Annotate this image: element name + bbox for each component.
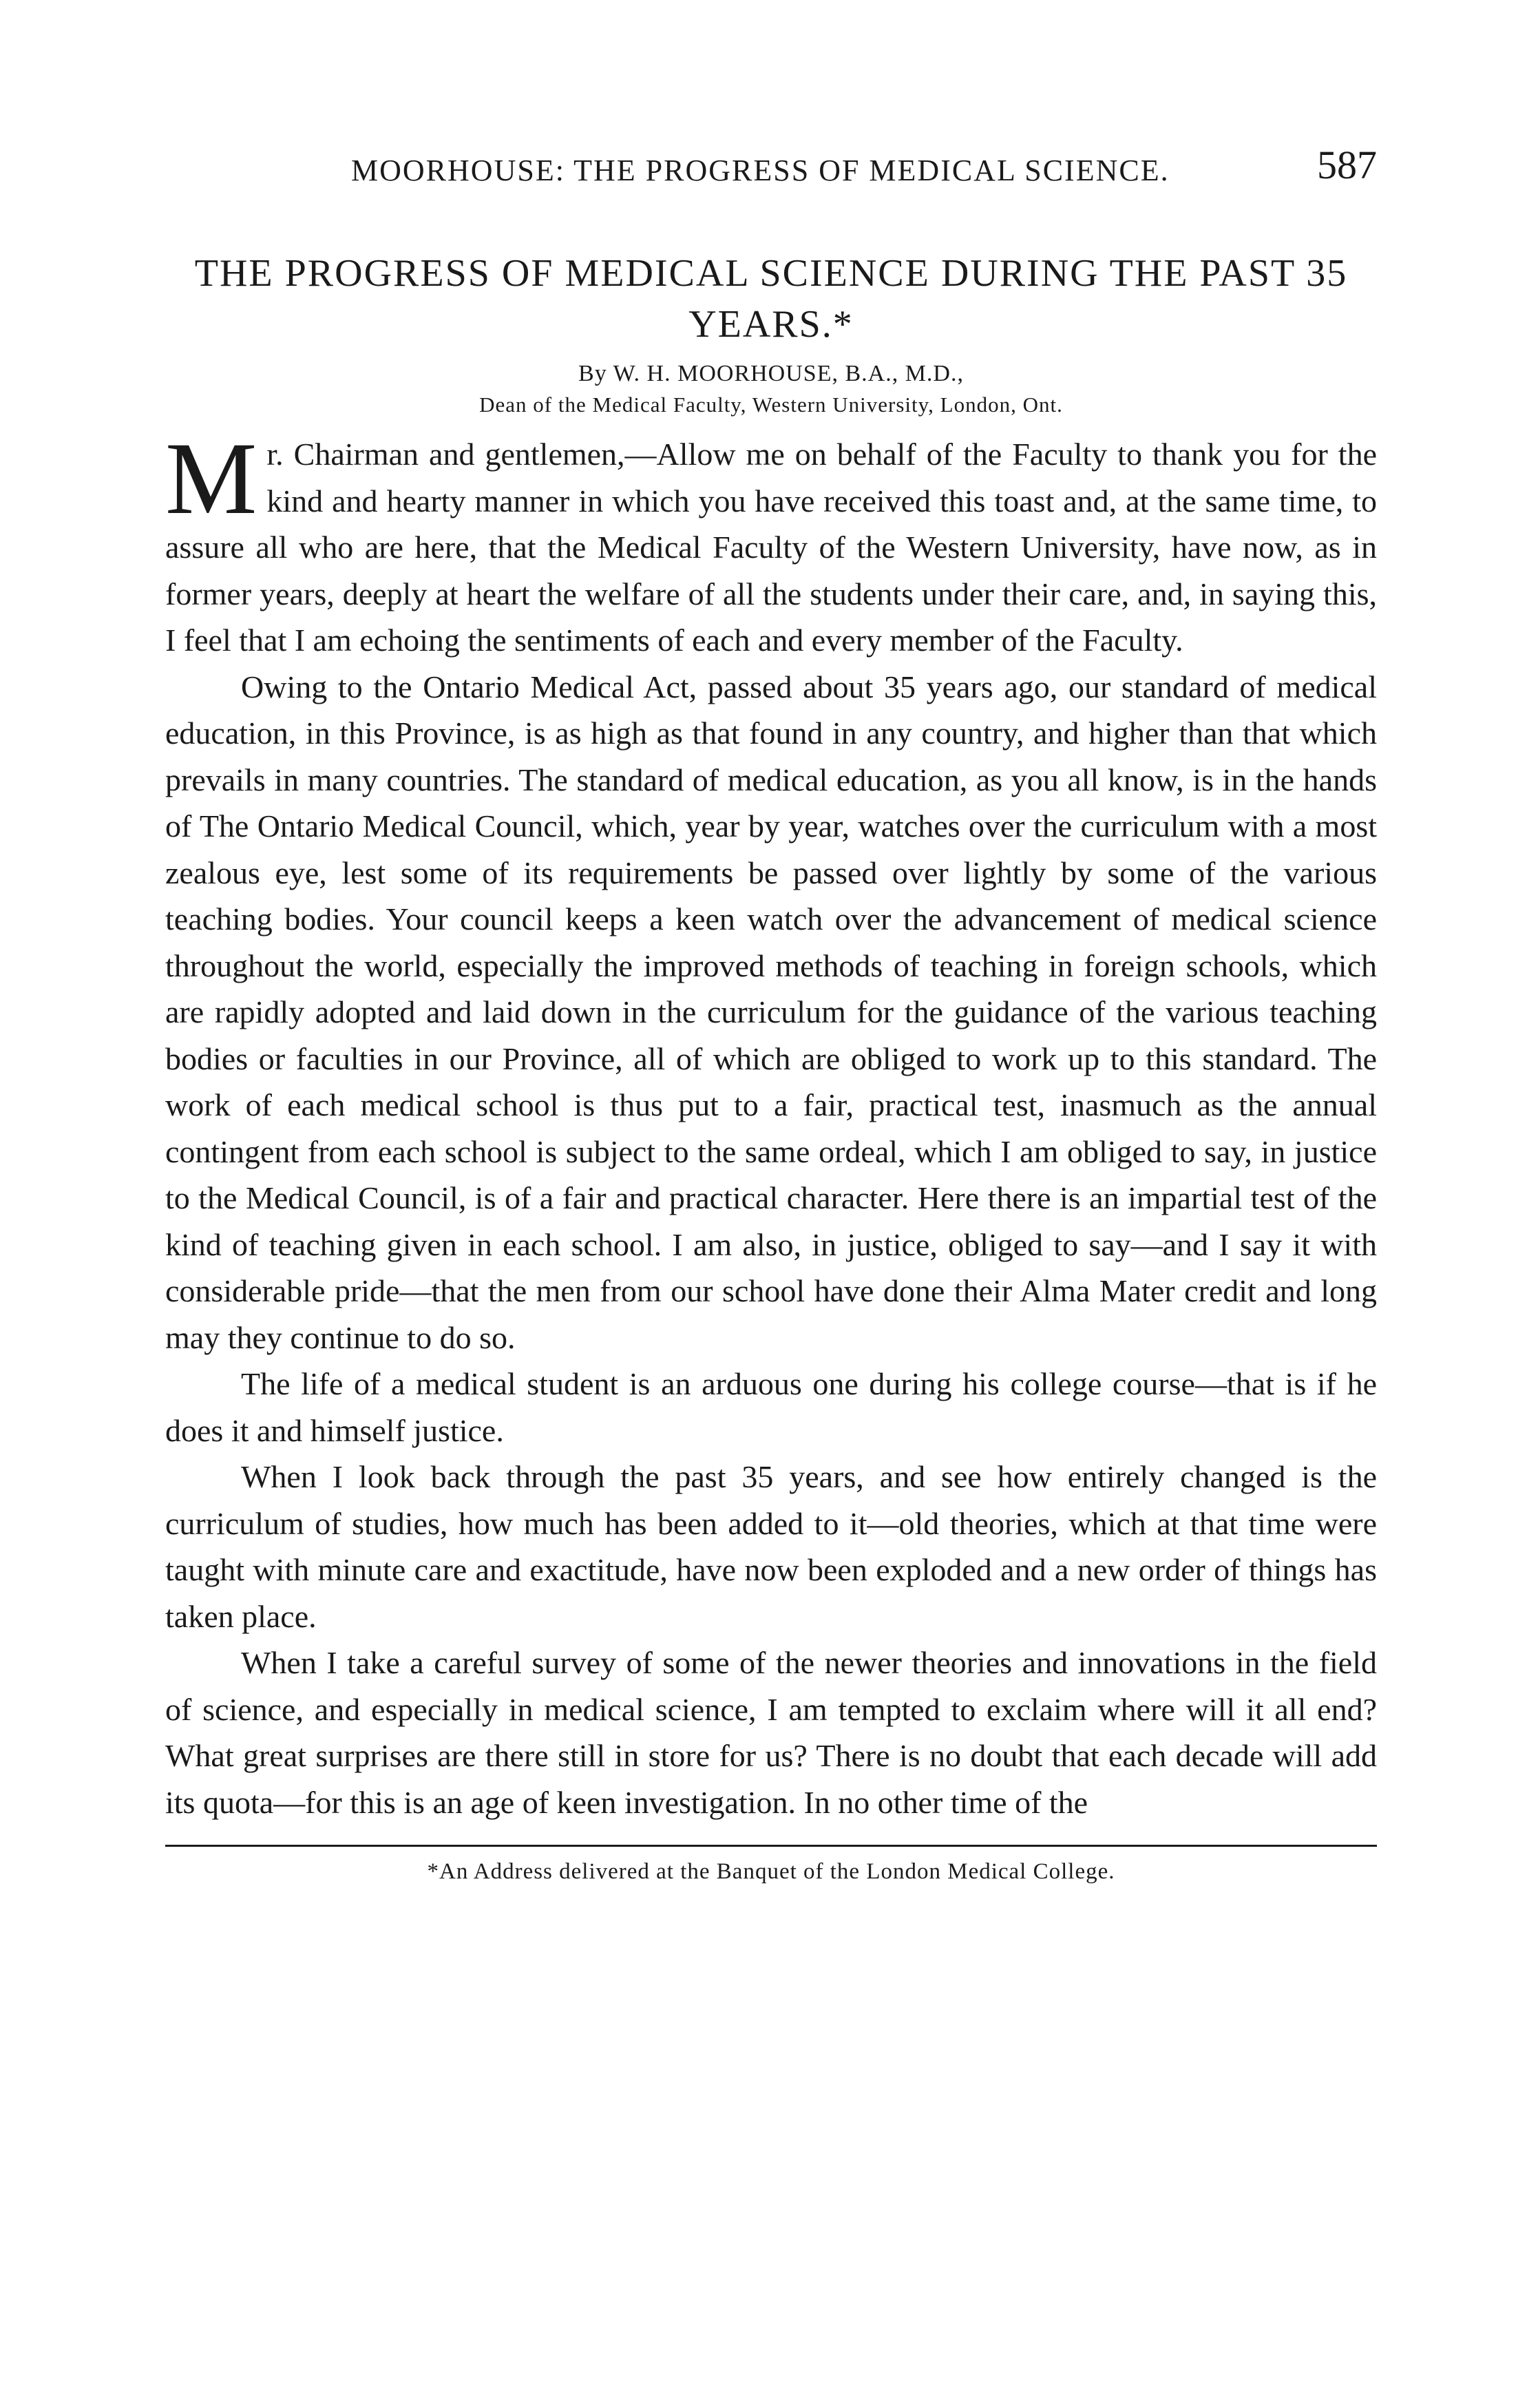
running-head-title: MOORHOUSE: THE PROGRESS OF MEDICAL SCIENCE. — [351, 154, 1170, 187]
paragraph-1 — [165, 421, 1377, 664]
paragraph-2: Owing to the Ontario Medical Act, passed about 35 years ago, our standard of medical education, in this Province, is as high as that found in any country, and higher than that which prevails in many countries. The standard of medical education, as you all know, is in the hands of The Ontario Medical Council, which, year by year, watches over the curriculum with a most zealous eye, lest some of its requirements be passed over lightly by some of the various teaching bodies. Your council keeps a keen watch over the advancement of medical science throughout the world, especially the improved methods of teaching in foreign schools, which are rapidly adopted and laid down in the curriculum for the guidance of the various teaching bodies or faculties in our Province, all of which are obliged to work up to this standard. The work of each medical school is thus put to a fair, practical test, inasmuch as the annual contingent from each school is subject to the same ordeal, which I am obliged to say, in justice to the Medical Council, is of a fair and practical character. Here there is an impartial test of the kind of teaching given in each school. I am also, in justice, obliged to say—and I say it with considerable pride—that the men from our school have done their Alma Mater credit and long may they continue to do so. — [165, 669, 1377, 1355]
footnote-rule — [165, 1845, 1377, 1847]
article-body — [165, 421, 1377, 1825]
author-affiliation: Dean of the Medical Faculty, Western University, London, Ont. — [479, 392, 1063, 417]
drop-cap: M — [165, 421, 257, 536]
journal-page — [165, 138, 1377, 1885]
paragraph-5: When I take a careful survey of some of the newer theories and innovations in the field of science, and especially in medical science, I am tempted to exclaim where will it all end? What great surprises are there still in store for us? There is no doubt that each decade will add its quota—for this is an age of keen investigation. In no other time of the — [165, 1645, 1377, 1820]
paragraph-3: The life of a medical student is an arduous one during his college course—that is if he does it and himself justice. — [165, 1366, 1377, 1448]
paragraph-1-text: r. Chairman and gentlemen,—Allow me on behalf of the Faculty to thank you for the kind and hearty manner in which you have received this toast and, at the same time, to assure all who are here, that the Medical Faculty of the Western University, have now, as in former years, deeply at heart the welfare of all the students under their care, and, in saying this, I feel that I am echoing the sentiments of each and every member of the Faculty. — [165, 437, 1377, 658]
running-head — [165, 138, 1377, 207]
paragraph-4: When I look back through the past 35 years, and see how entirely changed is the curriculum of studies, how much has been added to it—old theories, which at that time were taught with minute care and exactitude, have now been exploded and a new order of things has taken place. — [165, 1459, 1377, 1634]
page-number: 587 — [1317, 143, 1377, 187]
footnote: *An Address delivered at the Banquet of the London Medical College. — [427, 1859, 1115, 1884]
article-title: THE PROGRESS OF MEDICAL SCIENCE DURING THE PAST 35 YEARS.* — [194, 252, 1348, 346]
author-byline: By W. H. MOORHOUSE, B.A., M.D., — [578, 361, 964, 386]
